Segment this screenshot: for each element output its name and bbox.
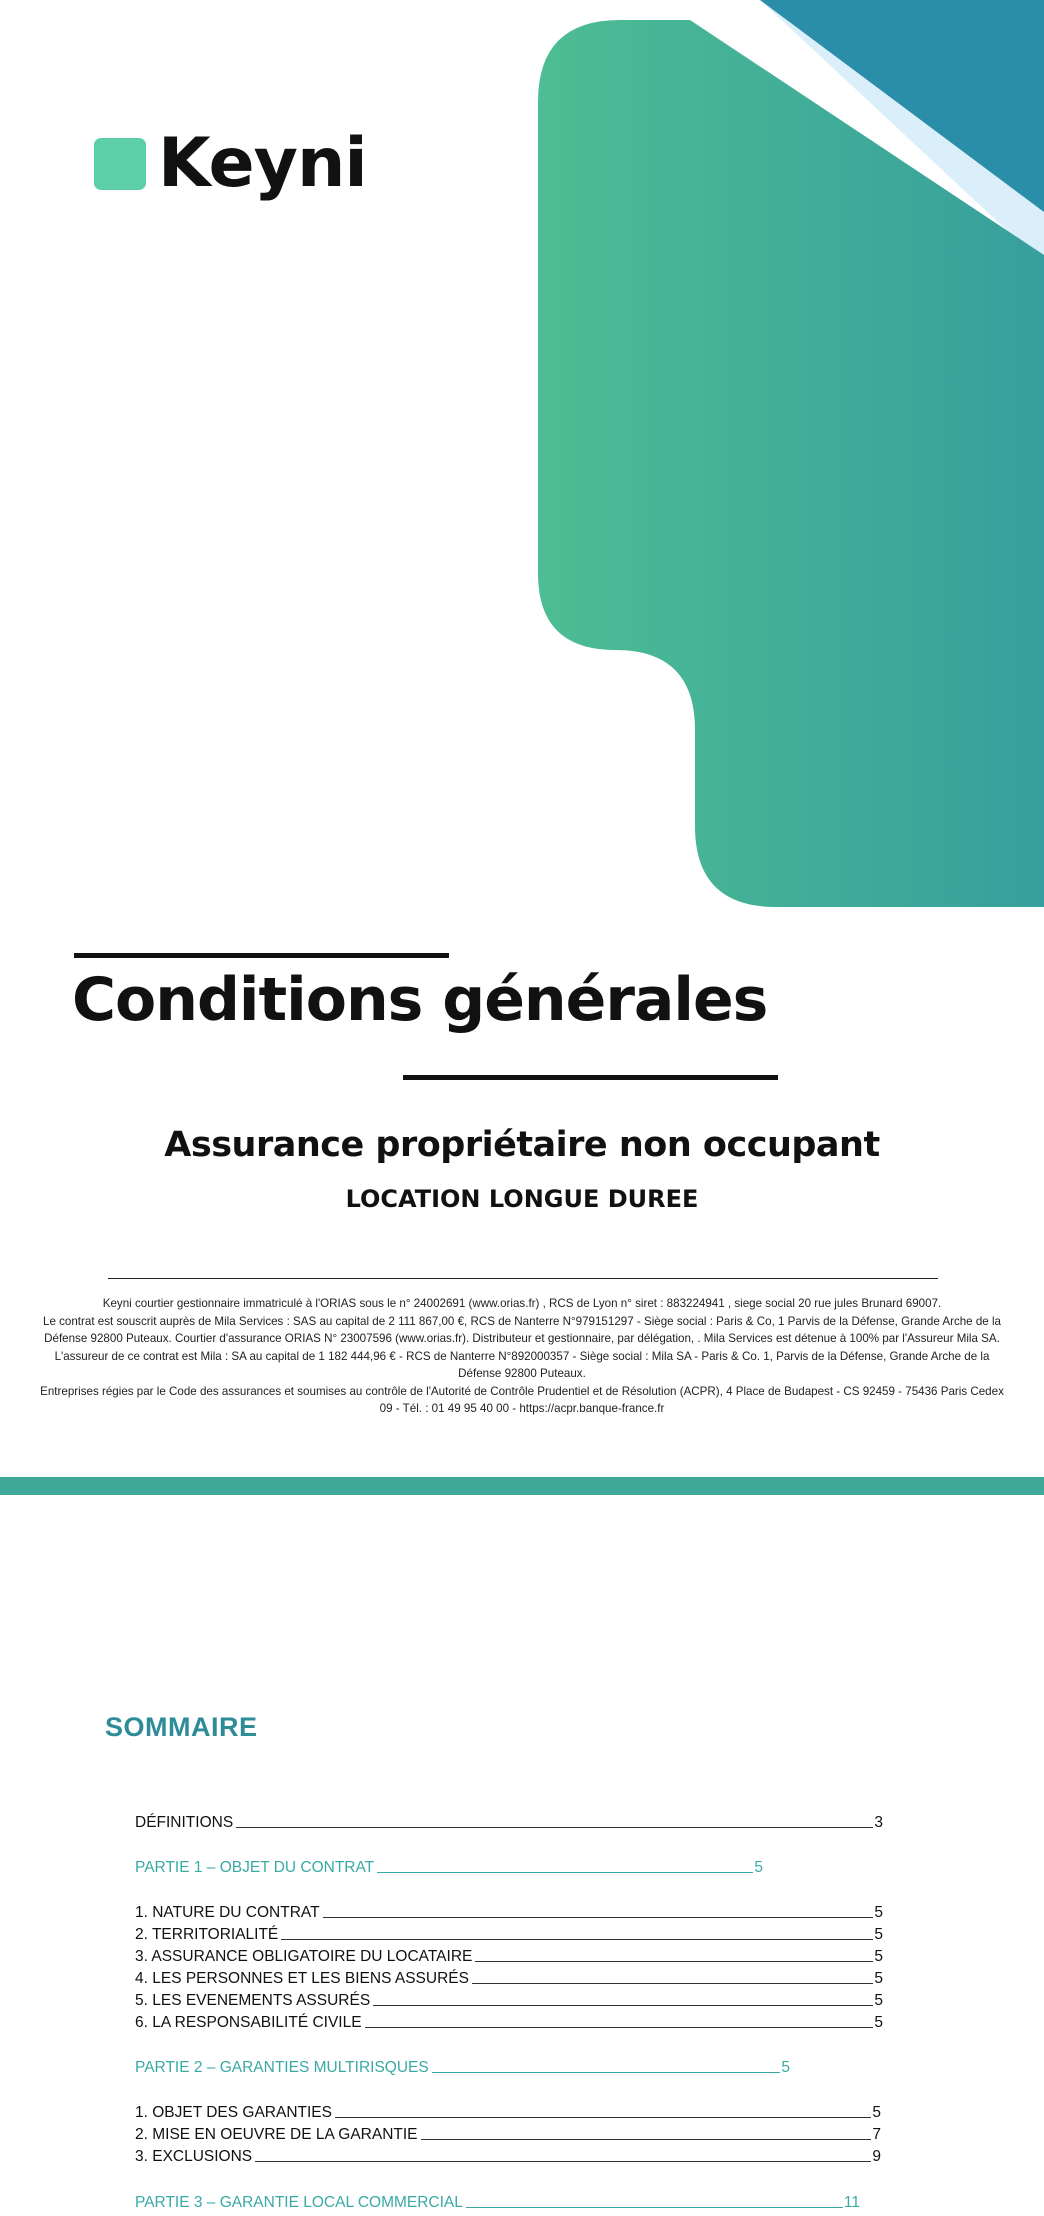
toc-leader xyxy=(373,2005,873,2006)
toc-part-entry[interactable] xyxy=(135,2192,860,2212)
toc-entry-page: 7 xyxy=(872,2126,881,2143)
toc-leader xyxy=(466,2207,843,2208)
toc-entry-page: 5 xyxy=(754,1859,763,1876)
toc-leader xyxy=(377,1872,753,1873)
toc-entry-label: 1. OBJET DES GARANTIES xyxy=(135,2104,332,2121)
toc-entry[interactable] xyxy=(135,1902,883,1922)
toc-entry-page: 5 xyxy=(874,1904,883,1921)
cover-footer-band xyxy=(0,1477,1044,1495)
toc-entry-page: 5 xyxy=(781,2059,790,2076)
toc-leader xyxy=(255,2161,871,2162)
toc-entry-label: 1. NATURE DU CONTRAT xyxy=(135,1904,320,1921)
toc-entry[interactable] xyxy=(135,1968,883,1988)
legal-divider xyxy=(108,1278,938,1279)
toc-entry-label: 3. ASSURANCE OBLIGATOIRE DU LOCATAIRE xyxy=(135,1948,473,1965)
toc-entry-page: 5 xyxy=(874,1948,883,1965)
toc-part-entry[interactable] xyxy=(135,2057,790,2077)
logo-mark xyxy=(94,138,146,190)
legal-paragraph: L'assureur de ce contrat est Mila : SA au capital de 1 182 444,96 € - RCS de Nanterre N°892000357 - Siège social : Mila SA - Paris & Co. 1, Parvis de la Défense, Grande Arche de la Défense 92800 Puteaux. xyxy=(54,1349,990,1380)
toc-entry-page: 3 xyxy=(874,1814,883,1831)
toc-entry-label: 2. MISE EN OEUVRE DE LA GARANTIE xyxy=(135,2126,418,2143)
toc-entry-page: 5 xyxy=(874,1926,883,1943)
toc-entry-page: 11 xyxy=(843,2194,860,2211)
toc-entry-label: 3. EXCLUSIONS xyxy=(135,2148,253,2165)
toc-entry-page: 5 xyxy=(874,1970,883,1987)
toc-entry[interactable] xyxy=(135,2012,883,2032)
toc-entry-page: 5 xyxy=(872,2104,881,2121)
sommaire-heading: SOMMAIRE xyxy=(105,1712,258,1742)
toc-leader xyxy=(236,1827,873,1828)
legal-paragraph: Le contrat est souscrit auprès de Mila Services : SAS au capital de 2 111 867,00 €, RCS de Nanterre N°979151297 - Siège social : Paris & Co, 1 Parvis de la Défense, Grande Arche de la Défense 92800 Puteaux. Courtier d'assurance ORIAS N° 23007596 (www.orias.fr). Distributeur et gestionnaire, par délégation, . Mila Services est détenue à 100% par l'Assureur Mila SA. xyxy=(43,1314,1001,1345)
title-rule-top xyxy=(74,953,449,958)
toc-entry-label: 4. LES PERSONNES ET LES BIENS ASSURÉS xyxy=(135,1970,469,1987)
toc-entry-label: 5. LES EVENEMENTS ASSURÉS xyxy=(135,1992,371,2009)
toc-entry-page: 5 xyxy=(874,2014,883,2031)
toc-entry-label: PARTIE 2 – GARANTIES MULTIRISQUES xyxy=(135,2059,429,2076)
toc-entry[interactable] xyxy=(135,2146,881,2166)
toc-leader xyxy=(475,1961,873,1962)
toc-leader xyxy=(472,1983,873,1984)
toc-entry[interactable] xyxy=(135,2102,881,2122)
toc-entry-label: DÉFINITIONS xyxy=(135,1814,234,1831)
toc-leader xyxy=(281,1939,873,1940)
toc-part-entry[interactable] xyxy=(135,1857,763,1877)
toc-leader xyxy=(432,2072,781,2073)
title-rule-bottom xyxy=(403,1075,778,1080)
toc-entry[interactable] xyxy=(135,1924,883,1944)
legal-notice xyxy=(40,1295,1004,1418)
document-title: Conditions générales xyxy=(72,965,768,1035)
brand-name: Keyni xyxy=(158,124,367,203)
toc-entry-label: PARTIE 3 – GARANTIE LOCAL COMMERCIAL xyxy=(135,2194,463,2211)
toc-entry[interactable] xyxy=(135,2124,881,2144)
brand-logo xyxy=(94,124,367,203)
toc-leader xyxy=(421,2139,872,2140)
legal-paragraph: Keyni courtier gestionnaire immatriculé à l'ORIAS sous le n° 24002691 (www.orias.fr) , RCS de Lyon n° siret : 883224941 , siege social 20 rue jules Brunard 69007. xyxy=(102,1297,942,1310)
toc-entry-label: PARTIE 1 – OBJET DU CONTRAT xyxy=(135,1859,375,1876)
toc-entry-label: 2. TERRITORIALITÉ xyxy=(135,1926,279,1943)
toc-leader xyxy=(365,2027,874,2028)
document-subtitle-secondary: LOCATION LONGUE DUREE xyxy=(345,1185,699,1213)
toc-entry[interactable] xyxy=(135,1946,883,1966)
toc-leader xyxy=(323,1917,874,1918)
toc-entry-page: 5 xyxy=(874,1992,883,2009)
toc-entry-label: 6. LA RESPONSABILITÉ CIVILE xyxy=(135,2014,362,2031)
legal-paragraph: Entreprises régies par le Code des assurances et soumises au contrôle de l'Autorité de Contrôle Prudentiel et de Résolution (ACPR), 4 Place de Budapest - CS 92459 - 75436 Paris Cedex 09 - Tél. : 01 49 95 40 00 - https://acpr.banque-france.fr xyxy=(40,1384,1004,1415)
toc-entry[interactable] xyxy=(135,1990,883,2010)
toc-entry[interactable] xyxy=(135,1812,883,1832)
toc-entry-page: 9 xyxy=(872,2148,881,2165)
document-subtitle: Assurance propriétaire non occupant xyxy=(164,1125,880,1165)
toc-leader xyxy=(335,2117,871,2118)
